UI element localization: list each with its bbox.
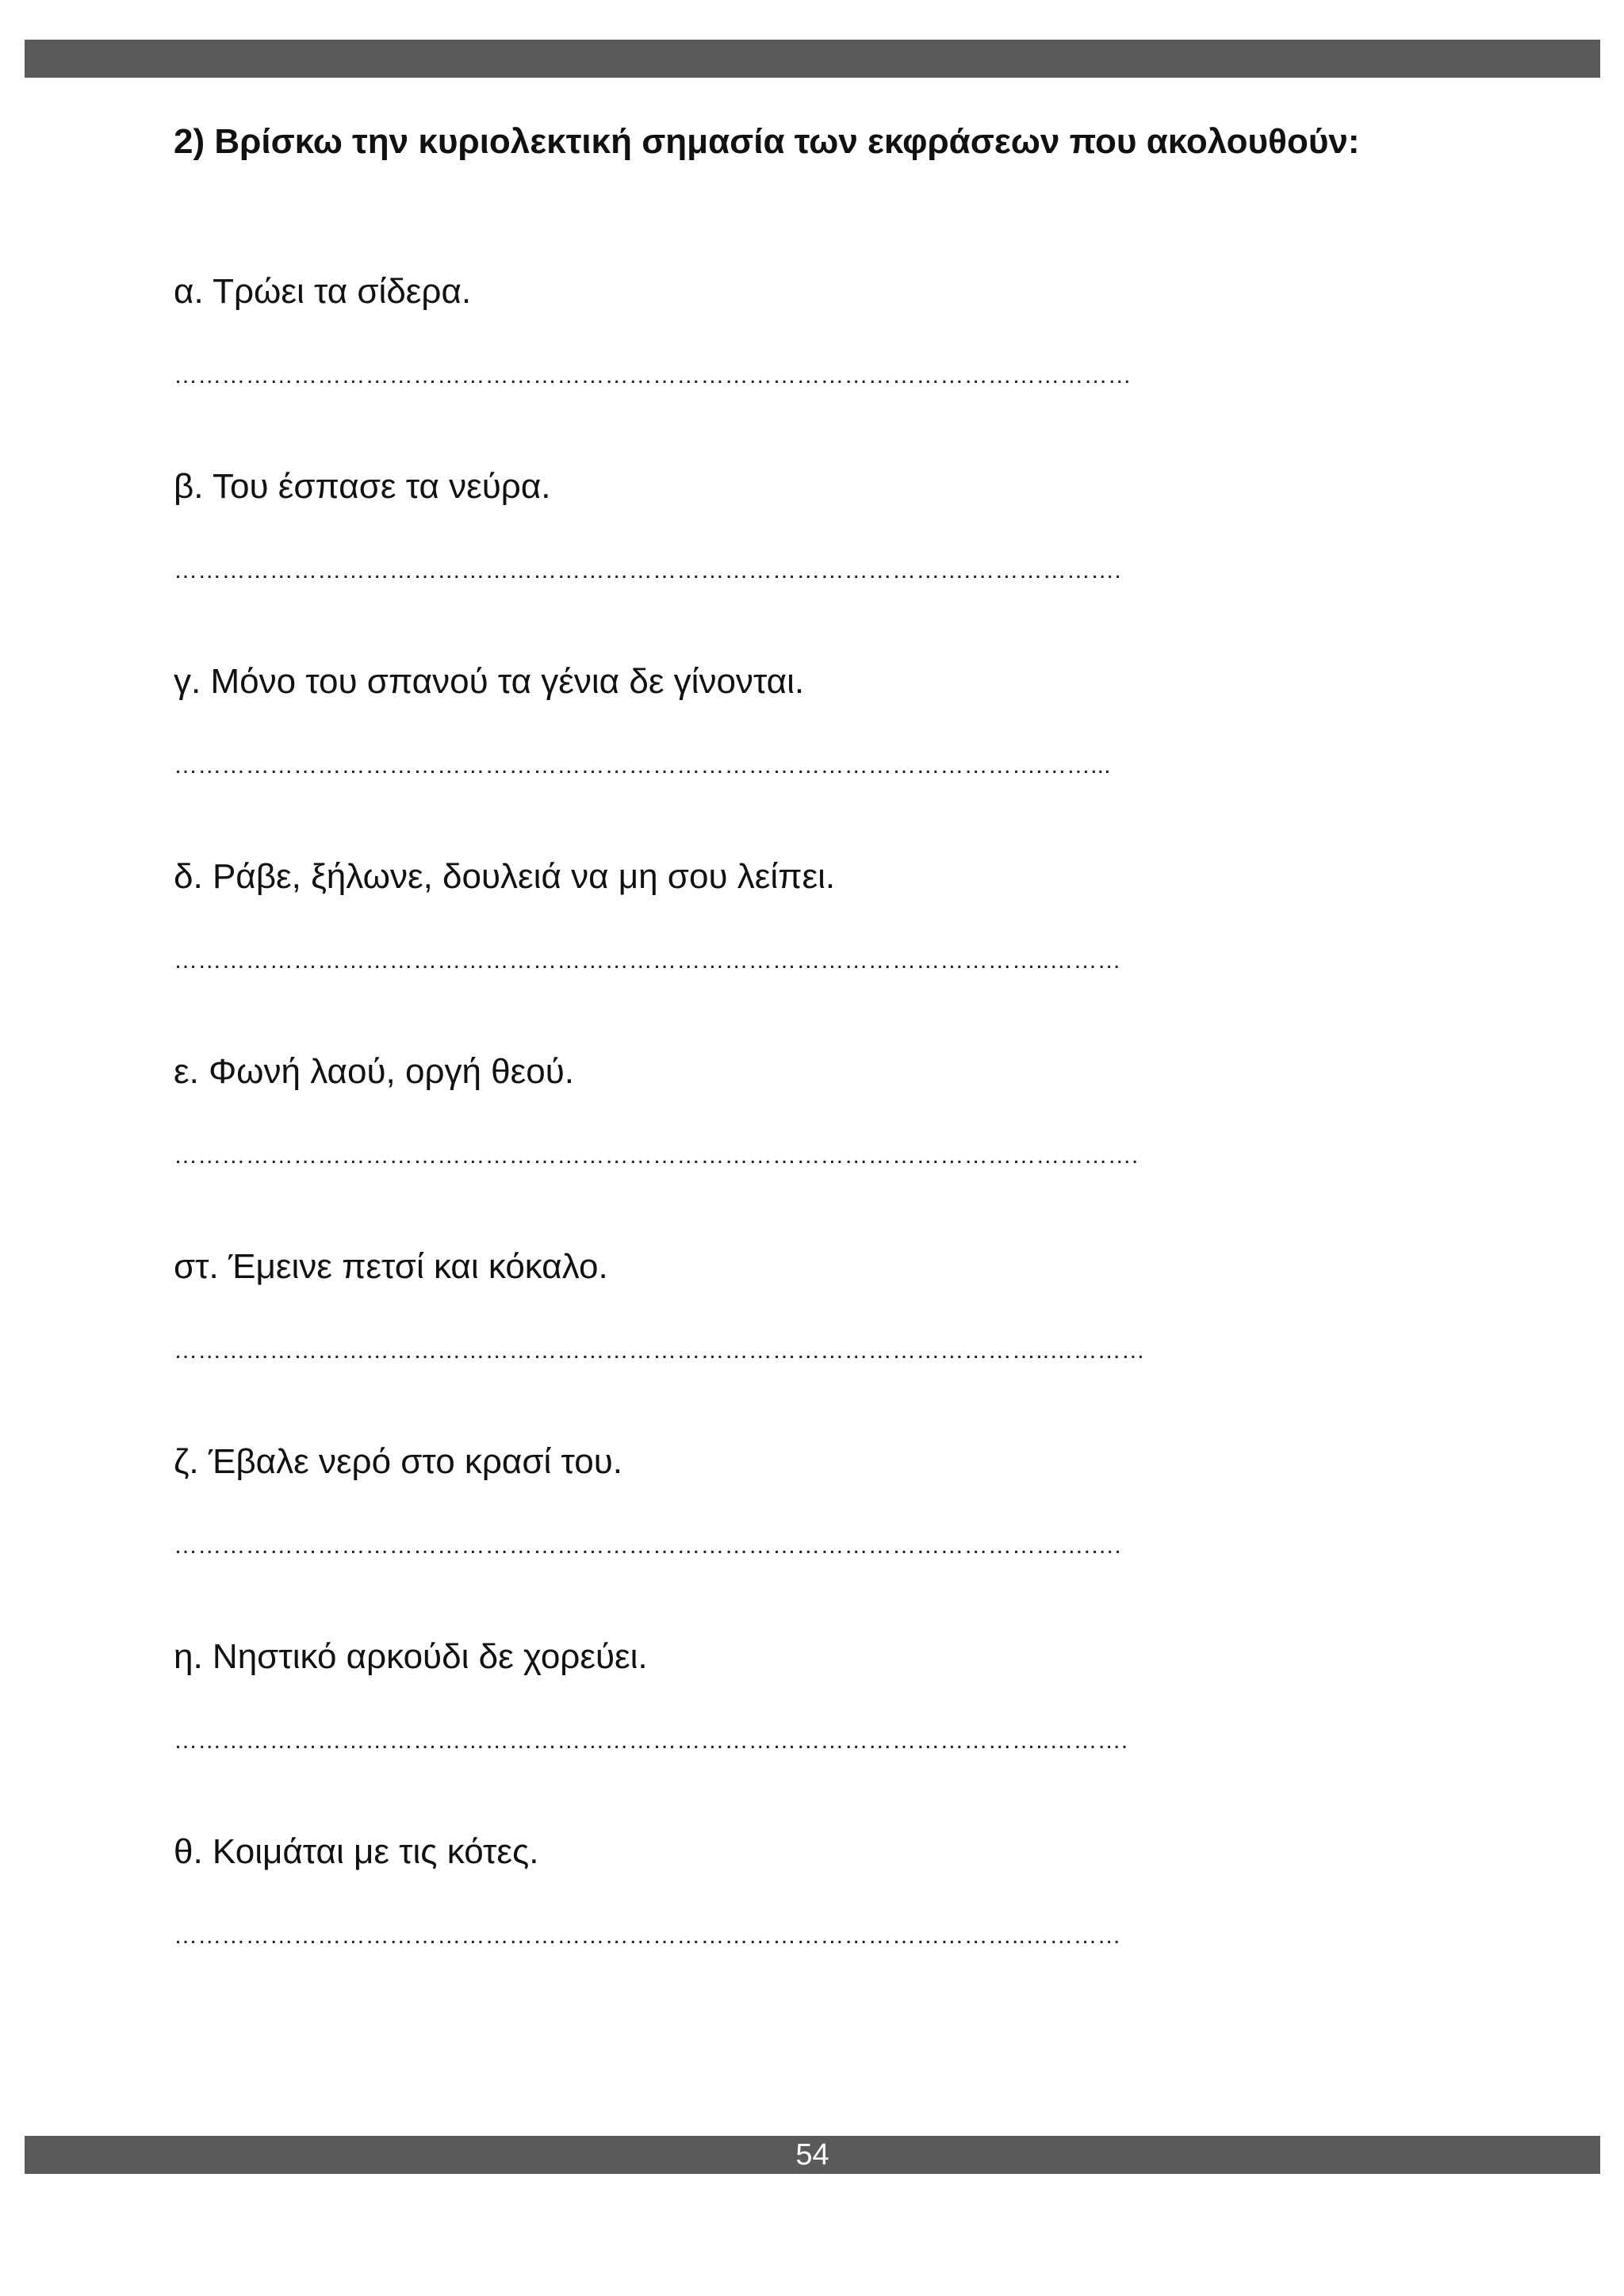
answer-line[interactable]: ………………………………………………………………………………………………..……… [174, 947, 1121, 974]
page-number: 54 [795, 2138, 829, 2172]
question-text: δ. Ράβε, ξήλωνε, δουλειά να μη σου λείπει. [174, 857, 836, 896]
question-item [174, 658, 1442, 853]
question-item [174, 1243, 1442, 1438]
question-item [174, 1633, 1442, 1828]
question-item [174, 1828, 1442, 2023]
answer-line[interactable]: ……………………………………………………………………………………….………………. [174, 557, 1121, 584]
exercise-heading: 2) Βρίσκω την κυριολεκτική σημασία των εκφράσεων που ακολουθούν: [174, 122, 1360, 161]
answer-line[interactable]: ………………………………………………………………………………………………………… [174, 362, 1132, 388]
question-item [174, 463, 1442, 658]
question-text: β. Του έσπασε τα νεύρα. [174, 467, 551, 506]
question-text: στ. Έμεινε πετσί και κόκαλο. [174, 1247, 608, 1286]
question-item [174, 853, 1442, 1048]
worksheet [174, 115, 1442, 2023]
answer-line[interactable]: …………………………………………………………………………………………………………. [174, 1142, 1139, 1169]
question-text: θ. Κοιμάται με τις κότες. [174, 1832, 539, 1871]
answer-line[interactable]: ……………………………………………………………………………………………….……... [174, 752, 1111, 779]
question-item [174, 1438, 1442, 1633]
question-text: ζ. Έβαλε νερό στο κρασί του. [174, 1442, 623, 1481]
footer-bar [25, 2136, 1600, 2174]
answer-line[interactable]: ………………………………………………………………………………………………..………. [174, 1728, 1128, 1754]
question-list [174, 268, 1442, 2023]
answer-line[interactable]: …………………………………………………………………………………………………….…. [174, 1533, 1121, 1559]
question-text: γ. Μόνο του σπανού τα γένια δε γίνονται. [174, 662, 805, 701]
question-item [174, 268, 1442, 463]
answer-line[interactable]: ……………………………………………………………………………………………..………… [174, 1923, 1121, 1949]
question-text: η. Νηστικό αρκούδι δε χορεύει. [174, 1637, 648, 1676]
answer-line[interactable]: ………………………………………………………………………………………………..………… [174, 1337, 1146, 1364]
header-bar [25, 40, 1600, 78]
question-item [174, 1048, 1442, 1243]
question-text: ε. Φωνή λαού, οργή θεού. [174, 1052, 575, 1091]
question-text: α. Τρώει τα σίδερα. [174, 272, 472, 311]
